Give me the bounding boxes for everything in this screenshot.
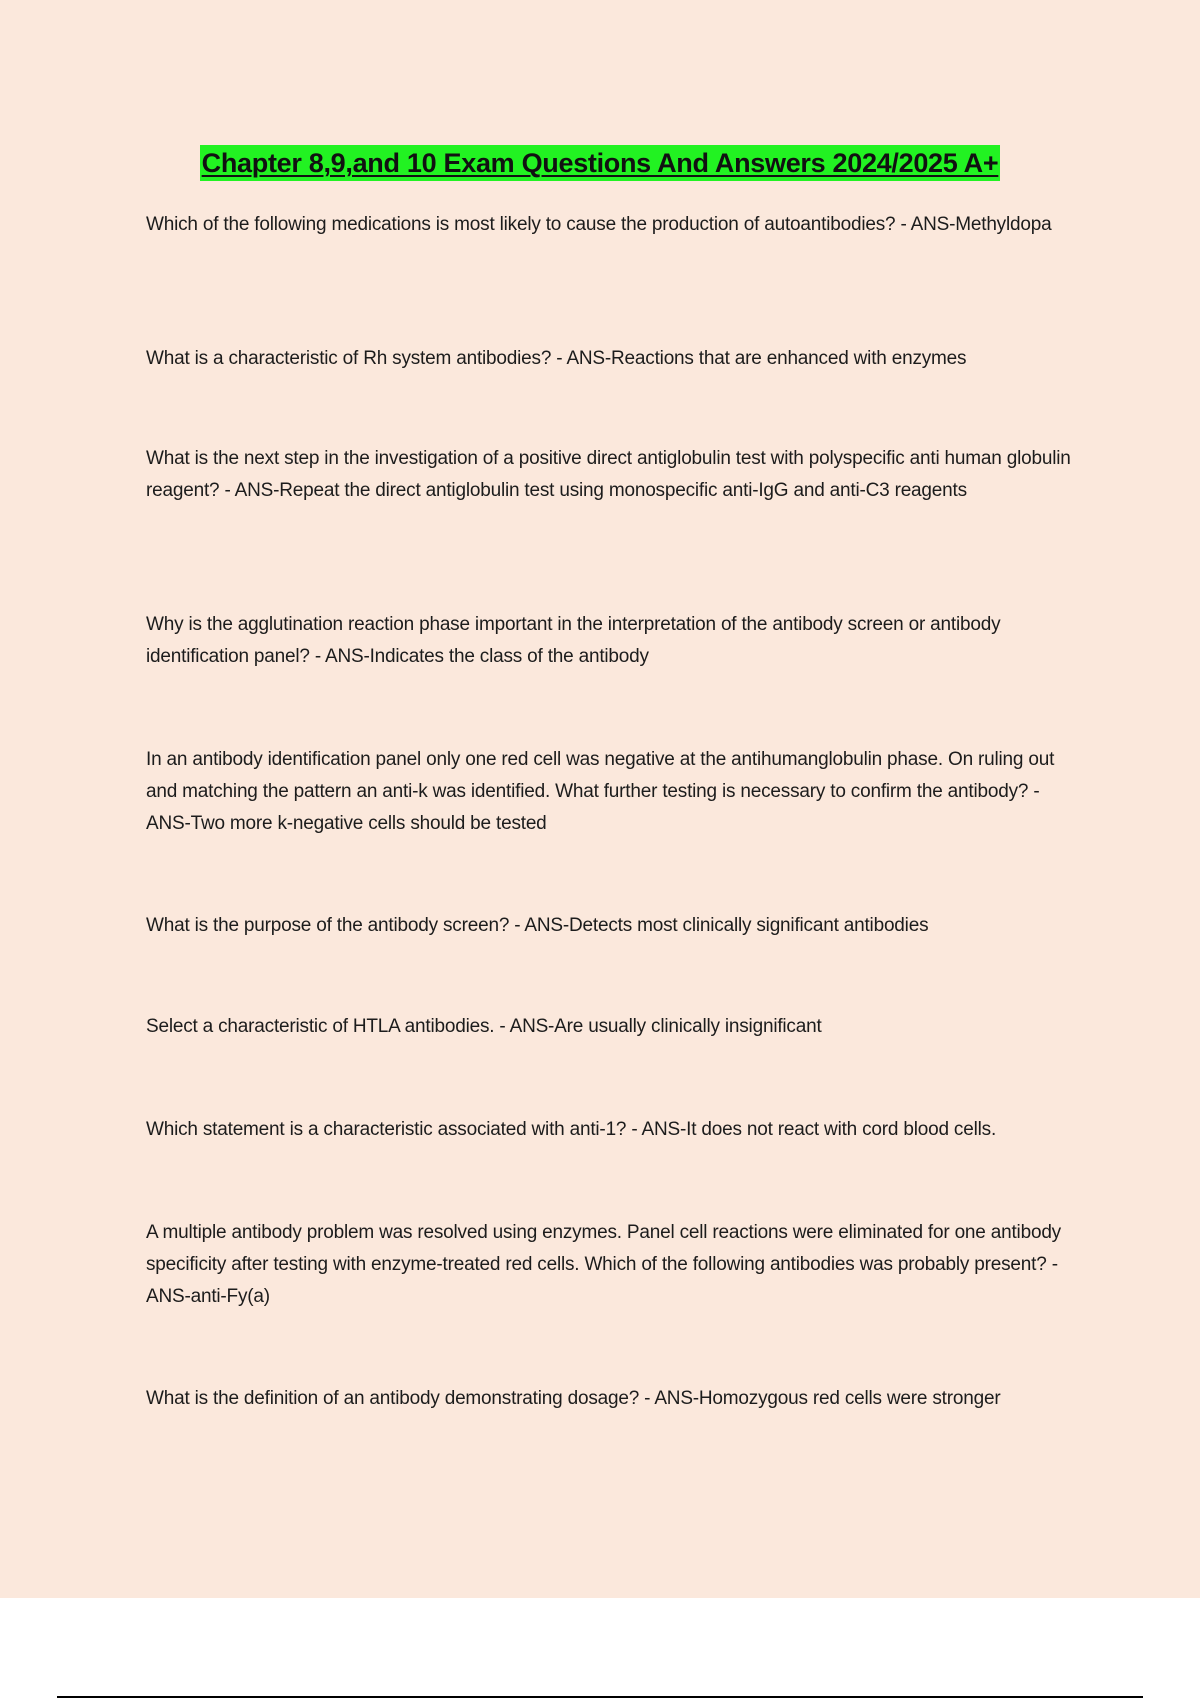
qa-item: A multiple antibody problem was resolved using enzymes. Panel cell reactions were eliminated for one antibody specificity after testing with enzyme-treated red cells. Which of the following antibodies was probably present? - ANS-anti-Fy(a) (146, 1222, 1061, 1307)
qa-item: In an antibody identification panel only one red cell was negative at the antihumanglobulin phase. On ruling out and matching the pattern an anti-k was identified. What further testing is necessary to confirm the antibody? - ANS-Two more k-negative cells should be tested (146, 749, 1055, 834)
qa-item: Which statement is a characteristic associated with anti-1? - ANS-It does not react with cord blood cells. (146, 1119, 997, 1140)
title-container (0, 145, 1200, 181)
qa-item: Which of the following medications is most likely to cause the production of autoantibodies? - ANS-Methyldopa (146, 214, 1052, 235)
qa-item: What is the purpose of the antibody screen? - ANS-Detects most clinically significant antibodies (146, 915, 929, 936)
qa-item: What is the next step in the investigation of a positive direct antiglobulin test with polyspecific anti human globulin reagent? - ANS-Repeat the direct antiglobulin test using monospecific anti-IgG and anti-C3 reagents (146, 448, 1071, 501)
qa-item: What is the definition of an antibody demonstrating dosage? - ANS-Homozygous red cells were stronger (146, 1388, 1001, 1409)
document-title: Chapter 8,9,and 10 Exam Questions And Answers 2024/2025 A+ (200, 145, 1001, 181)
qa-item: What is a characteristic of Rh system antibodies? - ANS-Reactions that are enhanced with enzymes (146, 348, 967, 369)
footer-divider (57, 1696, 1143, 1698)
qa-item: Select a characteristic of HTLA antibodies. - ANS-Are usually clinically insignificant (146, 1016, 822, 1037)
qa-item: Why is the agglutination reaction phase important in the interpretation of the antibody screen or antibody identification panel? - ANS-Indicates the class of the antibody (146, 614, 1001, 667)
